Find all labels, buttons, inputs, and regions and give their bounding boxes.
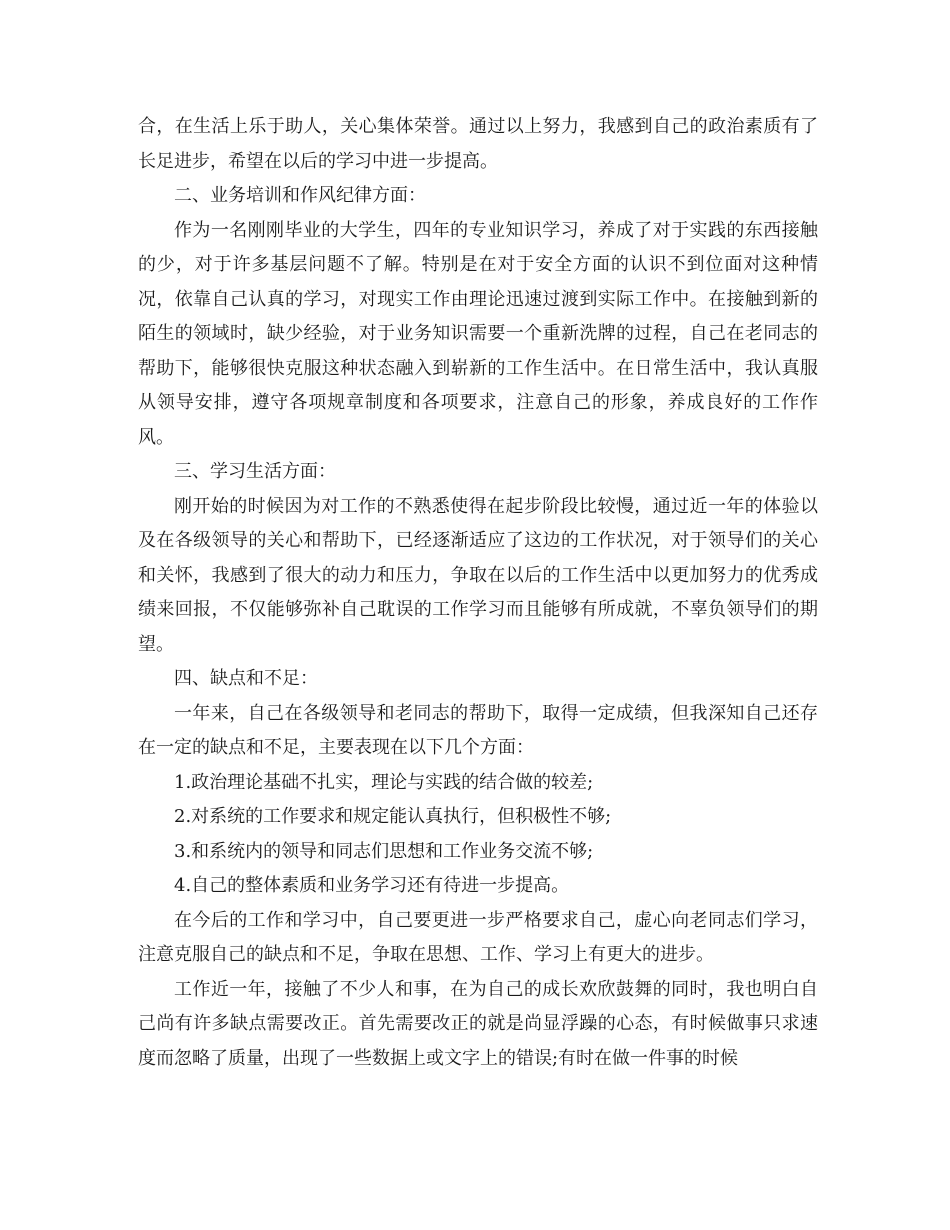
list-item-2: 2.对系统的工作要求和规定能认真执行，但积极性不够; — [174, 806, 612, 827]
document-page — [138, 110, 818, 1076]
paragraph-reflection: 工作近一年，接触了不少人和事，在为自己的成长欢欣鼓舞的同时，我也明白自己尚有许多缺点需要改正。首先需要改正的就是尚显浮躁的心态，有时候做事只求速度而忽略了质量，出现了一些数据上或文字上的错误;有时在做一件事的时候 — [138, 978, 818, 1069]
paragraph-shortcomings-intro: 一年来，自己在各级领导和老同志的帮助下，取得一定成绩，但我深知自己还存在一定的缺点和不足，主要表现在以下几个方面： — [138, 702, 818, 758]
list-item-3: 3.和系统内的领导和同志们思想和工作业务交流不够; — [174, 840, 594, 862]
section-heading-4: 四、缺点和不足： — [174, 668, 318, 689]
section-heading-2: 二、业务培训和作风纪律方面： — [174, 185, 426, 206]
list-item-1: 1.政治理论基础不扎实，理论与实践的结合做的较差; — [174, 771, 594, 793]
section-heading-3: 三、学习生活方面： — [174, 461, 336, 482]
list-item-4: 4.自己的整体素质和业务学习还有待进一步提高。 — [174, 875, 570, 896]
paragraph-training: 作为一名刚刚毕业的大学生，四年的专业知识学习，养成了对于实践的东西接触的少，对于许多基层问题不了解。特别是在对于安全方面的认识不到位面对这种情况，依靠自己认真的学习，对现实工作由理论迅速过渡到实际工作中。在接触到新的陌生的领域时，缺少经验，对于业务知识需要一个重新洗牌的过程，自己在老同志的帮助下，能够很快克服这种状态融入到崭新的工作生活中。在日常生活中，我认真服从领导安排，遵守各项规章制度和各项要求，注意自己的形象，养成良好的工作作风。 — [138, 219, 818, 448]
paragraph-study-life: 刚开始的时候因为对工作的不熟悉使得在起步阶段比较慢，通过近一年的体验以及在各级领导的关心和帮助下，已经逐渐适应了这边的工作状况，对于领导们的关心和关怀，我感到了很大的动力和压力，争取在以后的工作生活中以更加努力的优秀成绩来回报，不仅能够弥补自己耽误的工作学习而且能够有所成就，不辜负领导们的期望。 — [138, 495, 818, 655]
paragraph-continued: 合，在生活上乐于助人，关心集体荣誉。通过以上努力，我感到自己的政治素质有了长足进步，希望在以后的学习中进一步提高。 — [138, 116, 818, 172]
paragraph-future-plan: 在今后的工作和学习中，自己要更进一步严格要求自己，虚心向老同志们学习，注意克服自己的缺点和不足，争取在思想、工作、学习上有更大的进步。 — [138, 909, 818, 965]
